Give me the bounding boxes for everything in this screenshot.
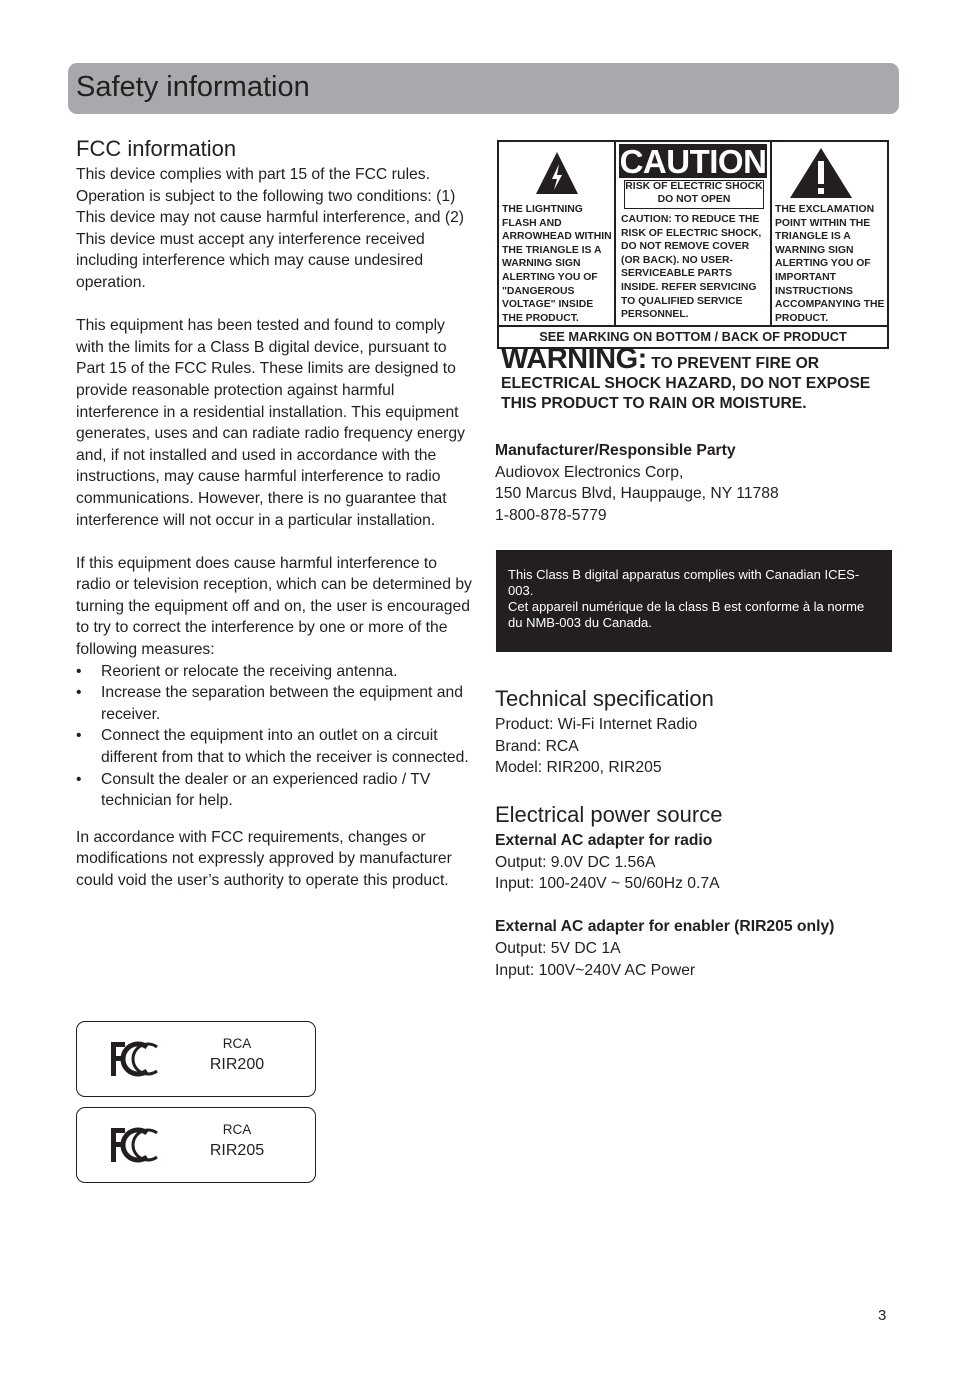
caution-panel xyxy=(497,140,889,349)
warning-block xyxy=(501,343,887,414)
caution-exclamation-cell xyxy=(772,142,887,325)
canada-notice-box xyxy=(496,550,892,652)
manufacturer-name: Audiovox Electronics Corp, xyxy=(495,463,684,481)
fcc-paragraph-4: In accordance with FCC requirements, changes or modifications not expressly approved by manufacturer could void the user’s authority to operate this product. xyxy=(76,828,452,889)
power-enabler-output: Output: 5V DC 1A xyxy=(495,939,621,957)
fcc-label-brand: RCA xyxy=(222,1122,252,1137)
fcc-label-brand: RCA xyxy=(222,1036,252,1051)
tech-spec-section xyxy=(495,684,893,779)
caution-title: CAUTION xyxy=(619,143,767,180)
fcc-label-model: RIR205 xyxy=(209,1142,265,1159)
fcc-section xyxy=(76,134,474,892)
fcc-heading: FCC information xyxy=(76,136,237,161)
caution-exclamation-text: THE EXCLAMATION POINT WITHIN THE TRIANGLE IS A WARNING SIGN ALERTING YOU OF IMPORTANT INSTRUCTIONS ACCOMPANYING THE PRODUCT. xyxy=(775,204,885,324)
caution-subtitle: RISK OF ELECTRIC SHOCK DO NOT OPEN xyxy=(624,180,764,209)
manufacturer-section xyxy=(495,440,893,526)
warning-word: WARNING: xyxy=(501,343,647,375)
caution-center-cell xyxy=(616,142,772,325)
manufacturer-address: 150 Marcus Blvd, Hauppauge, NY 11788 xyxy=(495,485,779,503)
section-header-bar xyxy=(68,63,899,114)
list-item: • Consult the dealer or an experienced radio / TV technician for help. xyxy=(76,769,474,812)
canada-notice-english: This Class B digital apparatus complies with Canadian ICES-003. xyxy=(508,567,860,598)
power-heading: Electrical power source xyxy=(495,802,723,827)
caution-lightning-text: THE LIGHTNING FLASH AND ARROWHEAD WITHIN THE TRIANGLE IS A WARNING SIGN ALERTING YOU OF "DANGEROUS VOLTAGE" INSIDE THE PRODUCT. xyxy=(502,204,612,324)
fcc-paragraph-1: This device complies with part 15 of the FCC rules. Operation is subject to the following two conditions: (1) This device may not cause harmful interference, and (2) This device must accept any interference received including interference which may cause undesired operation. xyxy=(76,166,465,291)
power-radio-output: Output: 9.0V DC 1.56A xyxy=(495,853,656,871)
caution-footer: SEE MARKING ON BOTTOM / BACK OF PRODUCT xyxy=(499,325,887,349)
tech-spec-model: Model: RIR200, RIR205 xyxy=(495,759,662,777)
lightning-triangle-icon xyxy=(534,150,580,196)
exclamation-triangle-icon xyxy=(788,146,854,200)
fcc-paragraph-2: This equipment has been tested and found to comply with the limits for a Class B digital device, pursuant to Part 15 of the FCC Rules. These limits are designed to provide reasonable protection against harmful interference in a residential installation. This equipment generates, uses and can radiate radio frequency energy and, if not installed and used in accordance with the instructions, may cause harmful interference to radio communications. However, there is no guarantee that interference will not occur in a particular installation. xyxy=(76,317,465,529)
fcc-logo-icon xyxy=(109,1126,163,1164)
fcc-paragraph-3: If this equipment does cause harmful interference to radio or television reception, which can be determined by turning the equipment off and on, the user is encouraged to try to correct the interference by one or more of the following measures: xyxy=(76,554,472,659)
fcc-measures-list xyxy=(76,661,474,812)
power-radio-input: Input: 100-240V ~ 50/60Hz 0.7A xyxy=(495,875,720,893)
fcc-logo-icon xyxy=(109,1040,163,1078)
power-enabler-input: Input: 100V~240V AC Power xyxy=(495,961,696,979)
manufacturer-heading: Manufacturer/Responsible Party xyxy=(495,442,736,459)
manufacturer-phone: 1-800-878-5779 xyxy=(495,506,607,524)
fcc-label-rir205 xyxy=(76,1107,316,1183)
fcc-label-rir200 xyxy=(76,1021,316,1097)
list-item: • Reorient or relocate the receiving antenna. xyxy=(76,661,474,683)
power-enabler-heading: External AC adapter for enabler (RIR205 only) xyxy=(495,918,835,936)
tech-spec-product: Product: Wi-Fi Internet Radio xyxy=(495,716,698,733)
fcc-label-model: RIR200 xyxy=(209,1056,265,1073)
canada-notice-french: Cet appareil numérique de la class B est conforme à la norme du NMB-003 du Canada. xyxy=(508,599,865,630)
power-radio-heading: External AC adapter for radio xyxy=(495,832,713,849)
page-title: Safety information xyxy=(76,71,310,103)
tech-spec-heading: Technical specification xyxy=(495,686,714,711)
caution-center-text: CAUTION: TO REDUCE THE RISK OF ELECTRIC SHOCK, DO NOT REMOVE COVER (OR BACK). NO USER-SERVICEABLE PARTS INSIDE. REFER SERVICING TO QUALIFIED SERVICE PERSONNEL. xyxy=(621,214,762,321)
tech-spec-brand: Brand: RCA xyxy=(495,737,579,755)
list-item: • Connect the equipment into an outlet on a circuit different from that to which the receiver is connected. xyxy=(76,725,474,768)
page-number: 3 xyxy=(878,1307,887,1324)
warning-text: TO PREVENT FIRE OR ELECTRICAL SHOCK HAZARD, DO NOT EXPOSE THIS PRODUCT TO RAIN OR MOISTURE. xyxy=(501,355,871,412)
power-section xyxy=(495,800,893,981)
list-item: • Increase the separation between the equipment and receiver. xyxy=(76,682,474,725)
caution-lightning-cell xyxy=(499,142,616,325)
